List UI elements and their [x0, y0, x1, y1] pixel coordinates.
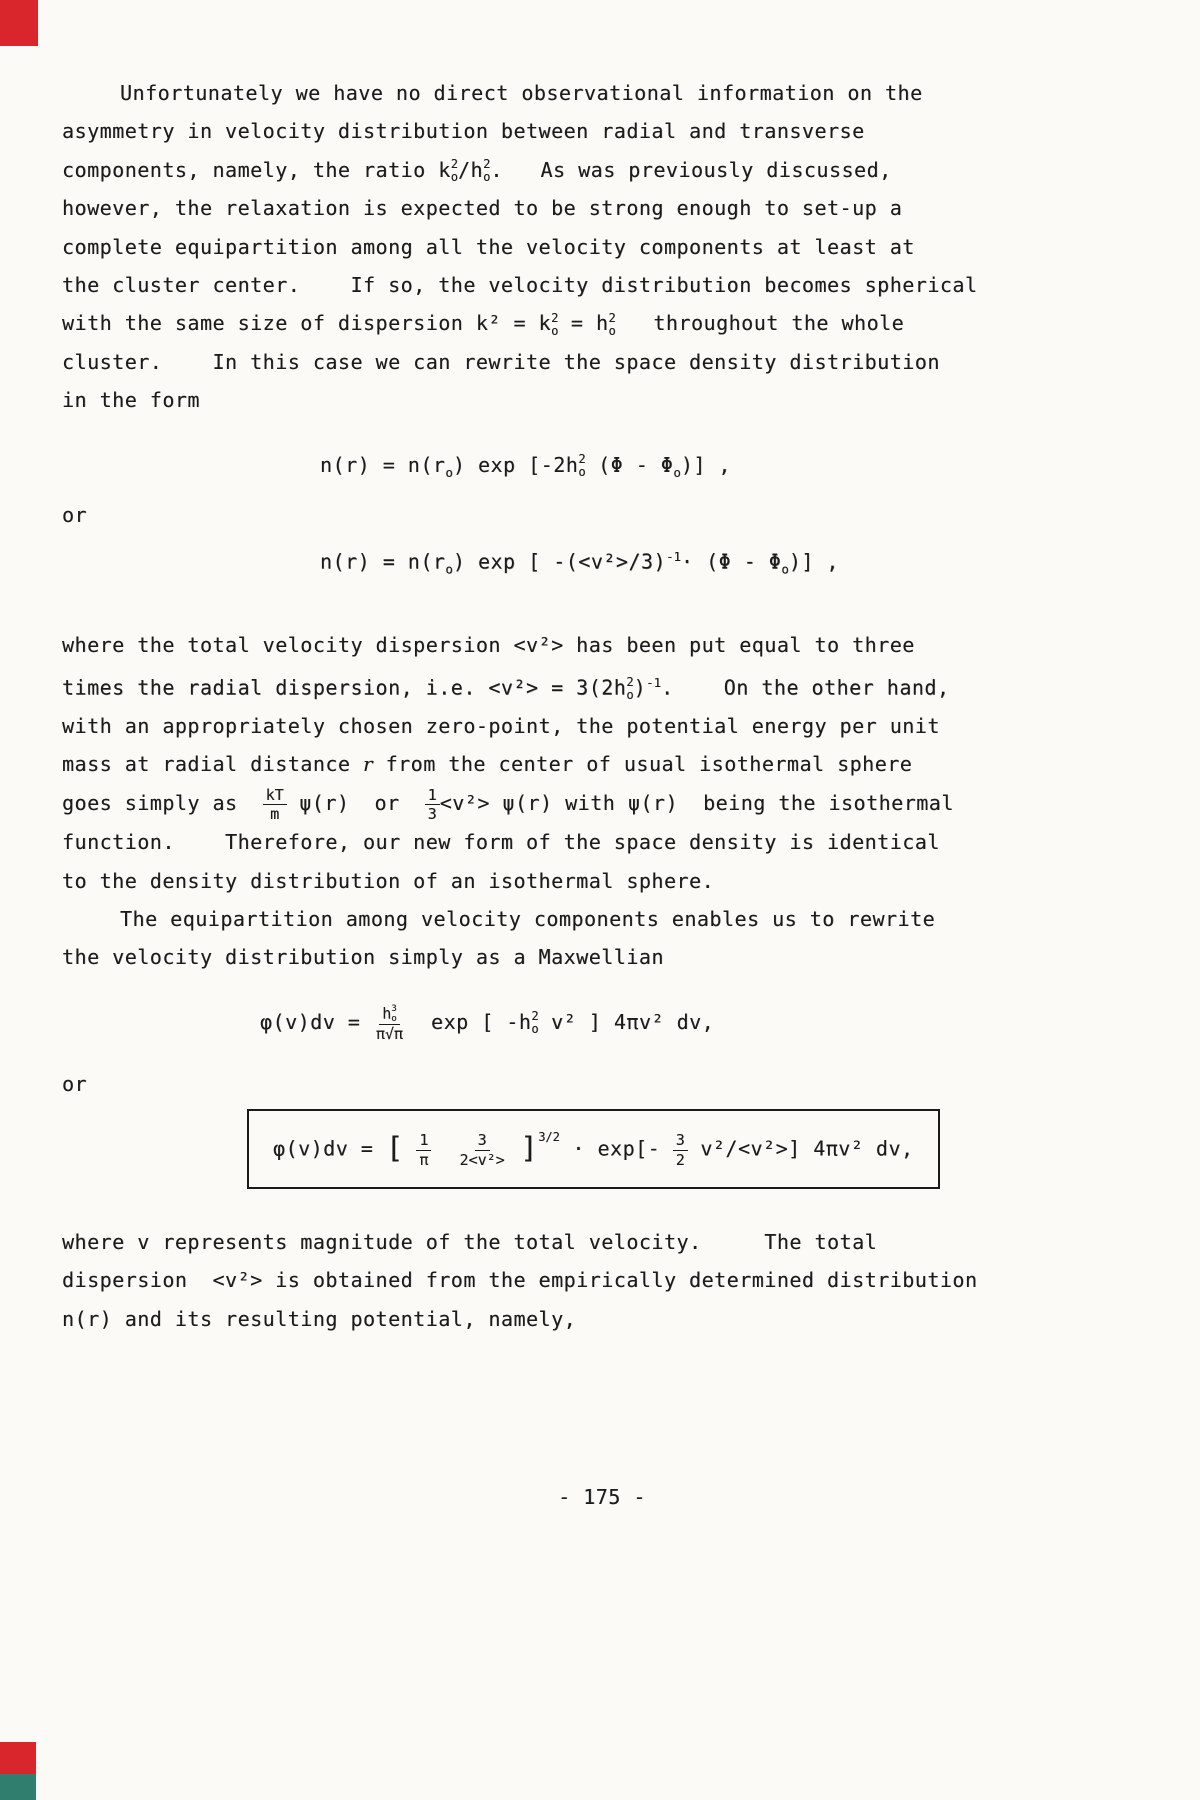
text-line: with the same size of dispersion k² = k 2 o = h 2 o throughout the whole [62, 310, 905, 338]
text-line: where the total velocity dispersion <v²> has been put equal to three [62, 632, 915, 657]
text-line: Unfortunately we have no direct observational information on the [120, 81, 923, 105]
text-line: The equipartition among velocity components enables us to rewrite [120, 906, 936, 931]
paragraph-3 [62, 900, 1142, 977]
scan-artifact-bottom-left-red [0, 1742, 36, 1774]
text-line: cluster. In this case we can rewrite the space density distribution [62, 349, 940, 374]
paragraph-1 [62, 74, 1142, 420]
connector-or: or [62, 503, 88, 528]
paragraph-4 [62, 1223, 1142, 1338]
text-line: complete equipartition among all the velocity components at least at [62, 234, 915, 259]
equation-density-dispersion-form: $n(r) = n(r_o)$ exp [ $-(<v^2>/3)^{-1}\cdot (\Phi - \Phi_o)$] , [320, 549, 839, 578]
connector-or: or [62, 1071, 88, 1096]
paragraph-2 [62, 626, 1142, 900]
text-line: times the radial dispersion, i.e. <v²> = 3(2h 2 o )$^{-1}$. On the other hand, [62, 674, 950, 703]
text-line: the velocity distribution simply as a Maxwellian [62, 945, 664, 970]
text-line: the cluster center. If so, the velocity distribution becomes spherical [62, 273, 978, 298]
equation-maxwellian: φ(v)dv = h 3 o π√π exp [ -h 2 o v² ] 4πv² dv, [260, 1003, 715, 1043]
text-line: dispersion <v²> is obtained from the empirically determined distribution [62, 1268, 978, 1293]
equation-density-exponential: $n(r) = n(r_o)$ exp [-2h 2 o $(\Phi - \Phi_o)$] , [320, 451, 731, 480]
text-line: asymmetry in velocity distribution between radial and transverse [62, 119, 865, 144]
text-line: components, namely, the ratio k 2 o /h 2 o . As was previously discussed, [62, 156, 892, 185]
text-line: goes simply as $\frac{kT}{m}$ ψ(r) or $\frac{1}{3}$ <v²> ψ(r) with ψ(r) being the isothermal [62, 785, 954, 823]
page-number: - 175 - [558, 1485, 646, 1510]
text-line: in the form [62, 388, 200, 413]
text-line: however, the relaxation is expected to be strong enough to set-up a [62, 196, 903, 221]
scan-artifact-bottom-left-teal [0, 1774, 36, 1800]
equation-maxwellian-boxed: φ(v)dv = [ $\frac{1}{\pi}$ $\frac{3}{\text{2<v²>}}$ ]$^{3/2}$ · exp[- $\frac{3}{2}$ v²/<v²>] 4πv² dv, [273, 1129, 914, 1169]
text-line: function. Therefore, our new form of the space density is identical [62, 830, 940, 855]
text-line: to the density distribution of an isothermal sphere. [62, 868, 715, 893]
equation-box [247, 1109, 940, 1189]
text-line: where v represents magnitude of the total velocity. The total [62, 1229, 878, 1254]
text-line: with an appropriately chosen zero-point, the potential energy per unit [62, 714, 940, 738]
text-line: n(r) and its resulting potential, namely, [62, 1306, 577, 1331]
equation-box-row [247, 1109, 1142, 1189]
text-line: mass at radial distance r from the center of usual isothermal sphere [62, 752, 913, 777]
